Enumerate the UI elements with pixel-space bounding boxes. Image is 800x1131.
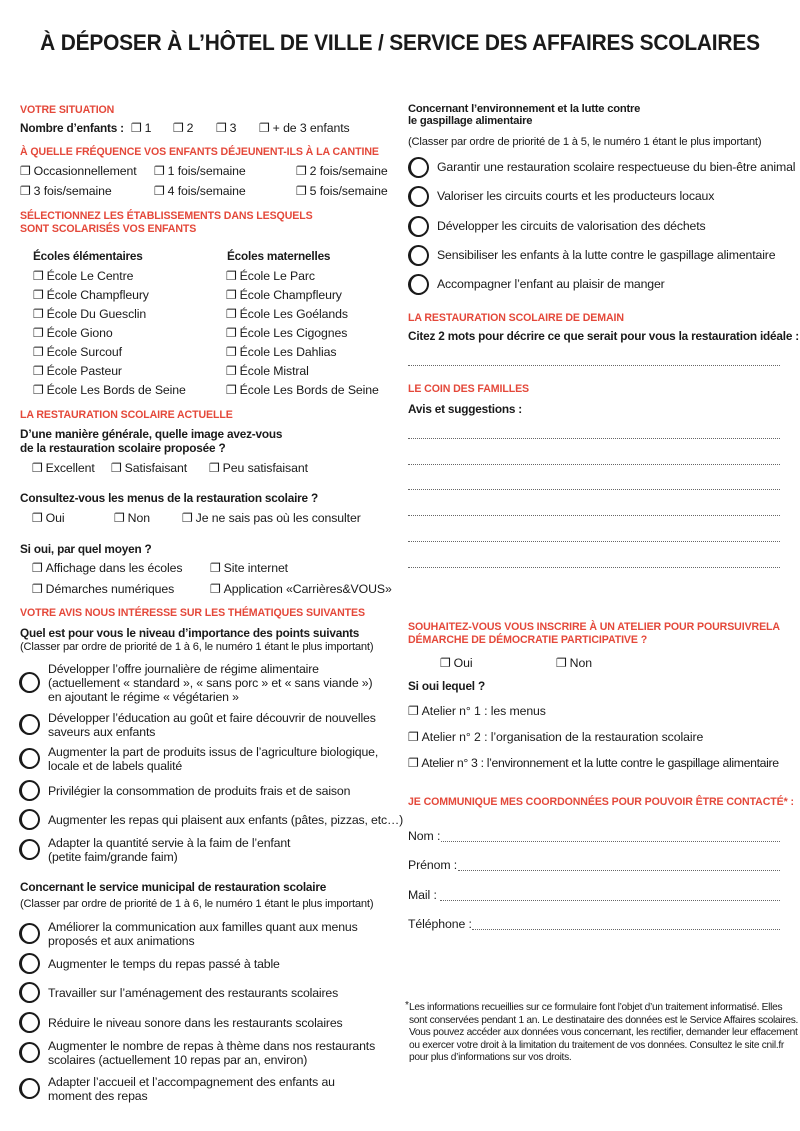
checkbox-icon[interactable]: ❐	[226, 345, 237, 359]
section-contact: JE COMMUNIQUE MES COORDONNÉES POUR POUVOIR ÊTRE CONTACTÉ* :	[408, 796, 794, 808]
checkbox-icon[interactable]: ❐	[20, 164, 31, 178]
contact-field-input[interactable]	[441, 841, 780, 842]
rank-circle-icon[interactable]	[19, 1078, 40, 1099]
environment-item: Développer les circuits de valorisation des déchets	[437, 219, 706, 233]
frequency-option[interactable]: ❐ 3 fois/semaine	[20, 184, 112, 198]
school-option[interactable]: ❐ École Les Bords de Seine	[33, 383, 186, 397]
checkbox-icon[interactable]: ❐	[20, 184, 31, 198]
municipal-rank-note: (Classer par ordre de priorité de 1 à 6, le numéro 1 étant le plus important)	[20, 898, 374, 910]
checkbox-icon[interactable]: ❐	[259, 121, 270, 135]
checkbox-icon[interactable]: ❐	[296, 184, 307, 198]
school-option[interactable]: ❐ École Mistral	[226, 364, 309, 378]
contact-field-input[interactable]	[440, 900, 780, 901]
rank-circle-icon[interactable]	[19, 923, 40, 944]
municipal-item: Améliorer la communication aux familles quant aux menus proposés et aux animations	[48, 920, 358, 948]
municipal-item: Travailler sur l’aménagement des restaurants scolaires	[48, 986, 339, 1000]
children-option[interactable]: ❐ + de 3 enfants	[259, 121, 350, 135]
municipal-item: Augmenter le nombre de repas à thème dans nos restaurants scolaires (actuellement 10 repas par an, environ)	[48, 1039, 376, 1067]
image-option[interactable]: ❐ Satisfaisant	[111, 461, 188, 475]
checkbox-icon[interactable]: ❐	[556, 656, 567, 670]
school-option[interactable]: ❐ École Le Centre	[33, 269, 134, 283]
children-option[interactable]: ❐ 2	[173, 121, 194, 135]
families-answer-line[interactable]	[408, 464, 780, 465]
checkbox-icon[interactable]: ❐	[209, 461, 220, 475]
checkbox-icon[interactable]: ❐	[216, 121, 227, 135]
checkbox-icon[interactable]: ❐	[32, 461, 43, 475]
families-answer-line[interactable]	[408, 489, 780, 490]
checkbox-icon[interactable]: ❐	[226, 326, 237, 340]
school-option[interactable]: ❐ École Les Goélands	[226, 307, 348, 321]
atelier-option[interactable]: ❐ Atelier n° 2 : l’organisation de la restauration scolaire	[408, 730, 704, 744]
school-option[interactable]: ❐ École Les Cigognes	[226, 326, 348, 340]
municipal-item: Augmenter le temps du repas passé à table	[48, 957, 280, 971]
checkbox-icon[interactable]: ❐	[226, 383, 237, 397]
checkbox-icon[interactable]: ❐	[210, 561, 221, 575]
means-option[interactable]: ❐ Site internet	[210, 561, 288, 575]
contact-field-input[interactable]	[458, 870, 780, 871]
families-question: Avis et suggestions :	[408, 402, 523, 416]
environment-item: Garantir une restauration scolaire respectueuse du bien-être animal	[437, 160, 796, 174]
theme-item: Développer l’éducation au goût et faire découvrir de nouvelles saveurs aux enfants	[48, 711, 376, 739]
theme-item: Augmenter la part de produits issus de l’agriculture biologique, locale et de labels qualité	[48, 745, 379, 773]
children-option[interactable]: ❐ 3	[216, 121, 237, 135]
elementary-title: Écoles élémentaires	[33, 249, 143, 263]
page-title: À DÉPOSER À L’HÔTEL DE VILLE / SERVICE DES AFFAIRES SCOLAIRES	[40, 30, 760, 55]
image-question: D’une manière générale, quelle image avez-vous de la restauration scolaire proposée ?	[20, 427, 283, 455]
frequency-option[interactable]: ❐ 4 fois/semaine	[154, 184, 246, 198]
contact-field-label: Prénom :	[408, 858, 458, 872]
future-question: Citez 2 mots pour décrire ce que serait pour vous la restauration idéale :	[408, 329, 800, 343]
section-workshop: SOUHAITEZ-VOUS VOUS INSCRIRE À UN ATELIER POUR POURSUIVRELA DÉMARCHE DE DÉMOCRATIE PARTICIPATIVE ?	[408, 621, 780, 646]
school-option[interactable]: ❐ École Pasteur	[33, 364, 122, 378]
checkbox-icon[interactable]: ❐	[33, 307, 44, 321]
section-situation: VOTRE SITUATION	[20, 104, 115, 116]
contact-field-label: Mail :	[408, 888, 437, 902]
means-option[interactable]: ❐ Affichage dans les écoles	[32, 561, 183, 575]
checkbox-icon[interactable]: ❐	[33, 288, 44, 302]
checkbox-icon[interactable]: ❐	[33, 364, 44, 378]
checkbox-icon[interactable]: ❐	[131, 121, 142, 135]
municipal-item: Adapter l’accueil et l’accompagnement des enfants au moment des repas	[48, 1075, 335, 1103]
children-option[interactable]: ❐ 1	[131, 121, 152, 135]
menus-option[interactable]: ❐ Non	[114, 511, 150, 525]
municipal-item: Réduire le niveau sonore dans les restaurants scolaires	[48, 1016, 343, 1030]
checkbox-icon[interactable]: ❐	[210, 582, 221, 596]
checkbox-icon[interactable]: ❐	[408, 730, 419, 744]
section-current: LA RESTAURATION SCOLAIRE ACTUELLE	[20, 409, 233, 421]
school-option[interactable]: ❐ École Champfleury	[226, 288, 342, 302]
checkbox-icon[interactable]: ❐	[408, 704, 419, 718]
checkbox-icon[interactable]: ❐	[226, 364, 237, 378]
rank-circle-icon[interactable]	[19, 809, 40, 830]
school-option[interactable]: ❐ École Surcouf	[33, 345, 122, 359]
rank-circle-icon[interactable]	[408, 216, 429, 237]
rank-circle-icon[interactable]	[19, 839, 40, 860]
rank-circle-icon[interactable]	[19, 714, 40, 735]
themes-rank-note: (Classer par ordre de priorité de 1 à 6, le numéro 1 étant le plus important)	[20, 641, 374, 653]
checkbox-icon[interactable]: ❐	[33, 269, 44, 283]
checkbox-icon[interactable]: ❐	[173, 121, 184, 135]
theme-item: Privilégier la consommation de produits frais et de saison	[48, 784, 351, 798]
rank-circle-icon[interactable]	[19, 982, 40, 1003]
checkbox-icon[interactable]: ❐	[32, 582, 43, 596]
checkbox-icon[interactable]: ❐	[33, 383, 44, 397]
school-option[interactable]: ❐ École Du Guesclin	[33, 307, 147, 321]
means-question: Si oui, par quel moyen ?	[20, 542, 152, 556]
menus-option[interactable]: ❐ Je ne sais pas où les consulter	[182, 511, 361, 525]
frequency-option[interactable]: ❐ 5 fois/semaine	[296, 184, 388, 198]
themes-question: Quel est pour vous le niveau d’importance des points suivants	[20, 626, 360, 640]
families-answer-line[interactable]	[408, 541, 780, 542]
checkbox-icon[interactable]: ❐	[114, 511, 125, 525]
section-frequency: À QUELLE FRÉQUENCE VOS ENFANTS DÉJEUNENT-ILS À LA CANTINE	[20, 146, 379, 158]
workshop-option[interactable]: ❐ Non	[556, 656, 592, 670]
menus-question: Consultez-vous les menus de la restauration scolaire ?	[20, 491, 318, 505]
checkbox-icon[interactable]: ❐	[440, 656, 451, 670]
children-label: Nombre d’enfants :	[20, 121, 124, 135]
contact-field-label: Téléphone :	[408, 917, 472, 931]
families-answer-line[interactable]	[408, 438, 780, 439]
atelier-option[interactable]: ❐ Atelier n° 1 : les menus	[408, 704, 546, 718]
workshop-which: Si oui lequel ?	[408, 679, 485, 693]
image-option[interactable]: ❐ Peu satisfaisant	[209, 461, 308, 475]
checkbox-icon[interactable]: ❐	[182, 511, 193, 525]
checkbox-icon[interactable]: ❐	[154, 184, 165, 198]
school-option[interactable]: ❐ École Giono	[33, 326, 113, 340]
footnote-star: *	[405, 1000, 409, 1011]
families-answer-line[interactable]	[408, 567, 780, 568]
contact-field-label: Nom :	[408, 829, 441, 843]
frequency-option[interactable]: ❐ 1 fois/semaine	[154, 164, 246, 178]
school-option[interactable]: ❐ École Les Bords de Seine	[226, 383, 379, 397]
checkbox-icon[interactable]: ❐	[296, 164, 307, 178]
checkbox-icon[interactable]: ❐	[33, 345, 44, 359]
checkbox-icon[interactable]: ❐	[32, 561, 43, 575]
rank-circle-icon[interactable]	[408, 245, 429, 266]
frequency-option[interactable]: ❐ Occasionnellement	[20, 164, 137, 178]
school-option[interactable]: ❐ École Les Dahlias	[226, 345, 337, 359]
means-option[interactable]: ❐ Démarches numériques	[32, 582, 175, 596]
image-option[interactable]: ❐ Excellent	[32, 461, 95, 475]
families-answer-line[interactable]	[408, 515, 780, 516]
environment-question: Concernant l’environnement et la lutte contre le gaspillage alimentaire	[408, 103, 641, 127]
checkbox-icon[interactable]: ❐	[226, 269, 237, 283]
checkbox-icon[interactable]: ❐	[226, 288, 237, 302]
frequency-option[interactable]: ❐ 2 fois/semaine	[296, 164, 388, 178]
section-schools: SÉLECTIONNEZ LES ÉTABLISSEMENTS DANS LESQUELS SONT SCOLARISÉS VOS ENFANTS	[20, 210, 313, 235]
section-themes: VOTRE AVIS NOUS INTÉRESSE SUR LES THÉMATIQUES SUIVANTES	[20, 607, 365, 619]
menus-option[interactable]: ❐ Oui	[32, 511, 65, 525]
checkbox-icon[interactable]: ❐	[154, 164, 165, 178]
checkbox-icon[interactable]: ❐	[226, 307, 237, 321]
rank-circle-icon[interactable]	[19, 1042, 40, 1063]
rank-circle-icon[interactable]	[19, 748, 40, 769]
checkbox-icon[interactable]: ❐	[33, 326, 44, 340]
municipal-question: Concernant le service municipal de restauration scolaire	[20, 880, 327, 894]
rank-circle-icon[interactable]	[19, 672, 40, 693]
checkbox-icon[interactable]: ❐	[32, 511, 43, 525]
environment-item: Accompagner l’enfant au plaisir de manger	[437, 277, 665, 291]
rank-circle-icon[interactable]	[408, 274, 429, 295]
school-option[interactable]: ❐ École Le Parc	[226, 269, 315, 283]
theme-item: Adapter la quantité servie à la faim de l’enfant (petite faim/grande faim)	[48, 836, 291, 864]
checkbox-icon[interactable]: ❐	[408, 756, 419, 770]
rank-circle-icon[interactable]	[408, 186, 429, 207]
atelier-option[interactable]: ❐ Atelier n° 3 : l’environnement et la lutte contre le gaspillage alimentaire	[408, 756, 779, 770]
school-option[interactable]: ❐ École Champfleury	[33, 288, 149, 302]
workshop-option[interactable]: ❐ Oui	[440, 656, 473, 670]
environment-rank-note: (Classer par ordre de priorité de 1 à 5, le numéro 1 étant le plus important)	[408, 136, 762, 148]
rank-circle-icon[interactable]	[408, 157, 429, 178]
section-families: LE COIN DES FAMILLES	[408, 383, 530, 395]
rank-circle-icon[interactable]	[19, 953, 40, 974]
section-future: LA RESTAURATION SCOLAIRE DE DEMAIN	[408, 312, 624, 324]
nursery-title: Écoles maternelles	[227, 249, 331, 263]
checkbox-icon[interactable]: ❐	[111, 461, 122, 475]
contact-field-input[interactable]	[472, 929, 780, 930]
theme-item: Augmenter les repas qui plaisent aux enfants (pâtes, pizzas, etc…)	[48, 813, 404, 827]
footnote: Les informations recueillies sur ce formulaire font l’objet d’un traitement informatisé. Elles sont conservées pendant 1 an. Le destinataire des données est le Service Affaires scolaires. Vous pouvez accéder aux données vous concernant, les rectifier, demander leur effacement ou exercer votre droit à la limitation du traitement de vos données. Consultez le site cnil.fr pour plus d’informations sur vos droits.	[409, 1002, 799, 1064]
environment-item: Valoriser les circuits courts et les producteurs locaux	[437, 189, 715, 203]
environment-item: Sensibiliser les enfants à la lutte contre le gaspillage alimentaire	[437, 248, 776, 262]
future-answer-line[interactable]	[408, 365, 780, 366]
theme-item: Développer l’offre journalière de régime alimentaire (actuellement « standard », « sans porc » et « sans viande ») en ajoutant le régime « végétarien »	[48, 662, 373, 704]
means-option[interactable]: ❐ Application «Carrières&VOUS»	[210, 582, 392, 596]
rank-circle-icon[interactable]	[19, 780, 40, 801]
rank-circle-icon[interactable]	[19, 1012, 40, 1033]
